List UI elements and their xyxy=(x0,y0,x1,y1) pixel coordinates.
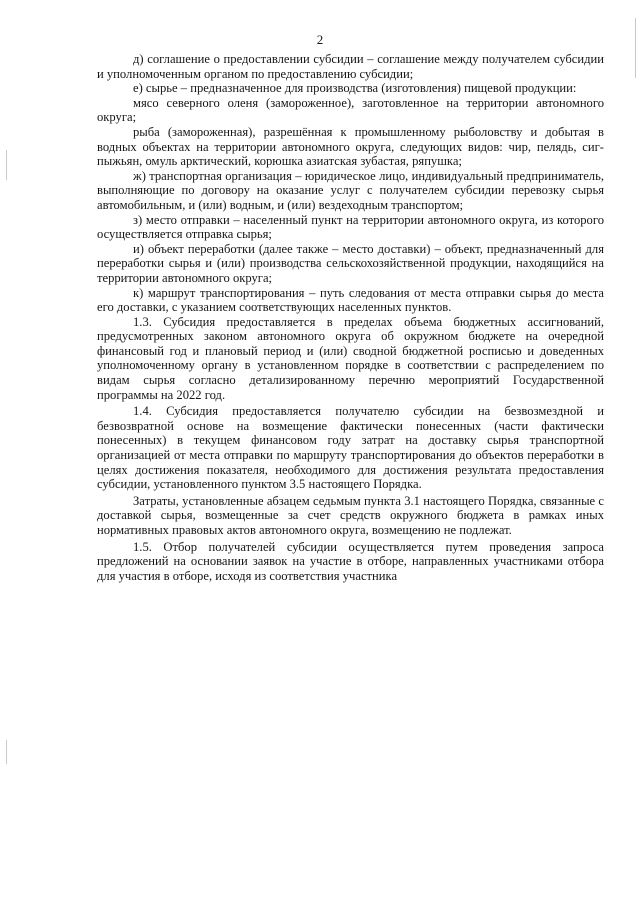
scan-edge-left xyxy=(6,150,7,180)
paragraph-definition-i: и) объект переработки (далее также – место доставки) – объект, предназначенный для переработки сырья и (или) производства сельскохозяйственной продукции, находящийся на территории автономного округа; xyxy=(97,241,604,285)
paragraph-1-4: 1.4. Субсидия предоставляется получателю субсидии на безвозмездной и безвозвратной основе на возмещение фактически понесенных (части фактически понесенных) в текущем финансовом году затрат на доставку сырья транспортной организацией от места отправки по маршруту транспортирования до объектов переработки в целях достижения показателя, необходимого для достижения результата предоставления субсидии, установленного пунктом 3.5 настоящего Порядка. xyxy=(97,404,604,492)
paragraph-definition-d: д) соглашение о предоставлении субсидии – соглашение между получателем субсидии и уполномоченным органом по предоставлению субсидии; xyxy=(97,52,604,81)
paragraph-costs: Затраты, установленные абзацем седьмым пункта 3.1 настоящего Порядка, связанные с доставкой сырья, возмещенные за счет средств окружного бюджета в рамках иных нормативных правовых актов автономного округа, возмещению не подлежат. xyxy=(97,493,604,537)
scan-edge-left-lower xyxy=(6,740,7,764)
scan-edge-right xyxy=(635,18,636,78)
paragraph-raw-fish: рыба (замороженная), разрешённая к промышленному рыболовству и добытая в водных объектах на территории автономного округа, следующих видов: чир, пелядь, сиг-пыжьян, омуль арктический, корюшка азиатская зубастая, ряпушка; xyxy=(97,124,604,169)
paragraph-definition-zh: ж) транспортная организация – юридическое лицо, индивидуальный предприниматель, выполняющие по договору на оказание услуг с получателем субсидии перевозку сырья автомобильным, и (или) водным, и (или) вездеходным транспортом; xyxy=(97,168,604,212)
paragraph-definition-e: е) сырье – предназначенное для производства (изготовления) пищевой продукции: xyxy=(133,81,577,96)
document-body xyxy=(97,52,604,583)
paragraph-definition-k: к) маршрут транспортирования – путь следования от места отправки сырья до места его доставки, с указанием соответствующих населенных пунктов. xyxy=(97,285,604,315)
paragraph-raw-meat: мясо северного оленя (замороженное), заготовленное на территории автономного округа; xyxy=(97,95,604,125)
page-number: 2 xyxy=(316,32,324,47)
paragraph-definition-z: з) место отправки – населенный пункт на территории автономного округа, из которого осуществляется отправка сырья; xyxy=(97,212,604,242)
paragraph-1-3: 1.3. Субсидия предоставляется в пределах объема бюджетных ассигнований, предусмотренных законом автономного округа об окружном бюджете на очередной финансовый год и плановый период и (или) сводной бюджетной росписью и доведенных уполномоченному органу в установленном порядке в соответствии с распределением по видам сырья согласно детализированному перечню мероприятий Государственной программы на 2022 год. xyxy=(97,314,604,402)
paragraph-1-5: 1.5. Отбор получателей субсидии осуществляется путем проведения запроса предложений на основании заявок на участие в отборе, направленных участниками отбора для участия в отборе, исходя из соответствия участника xyxy=(97,539,604,583)
